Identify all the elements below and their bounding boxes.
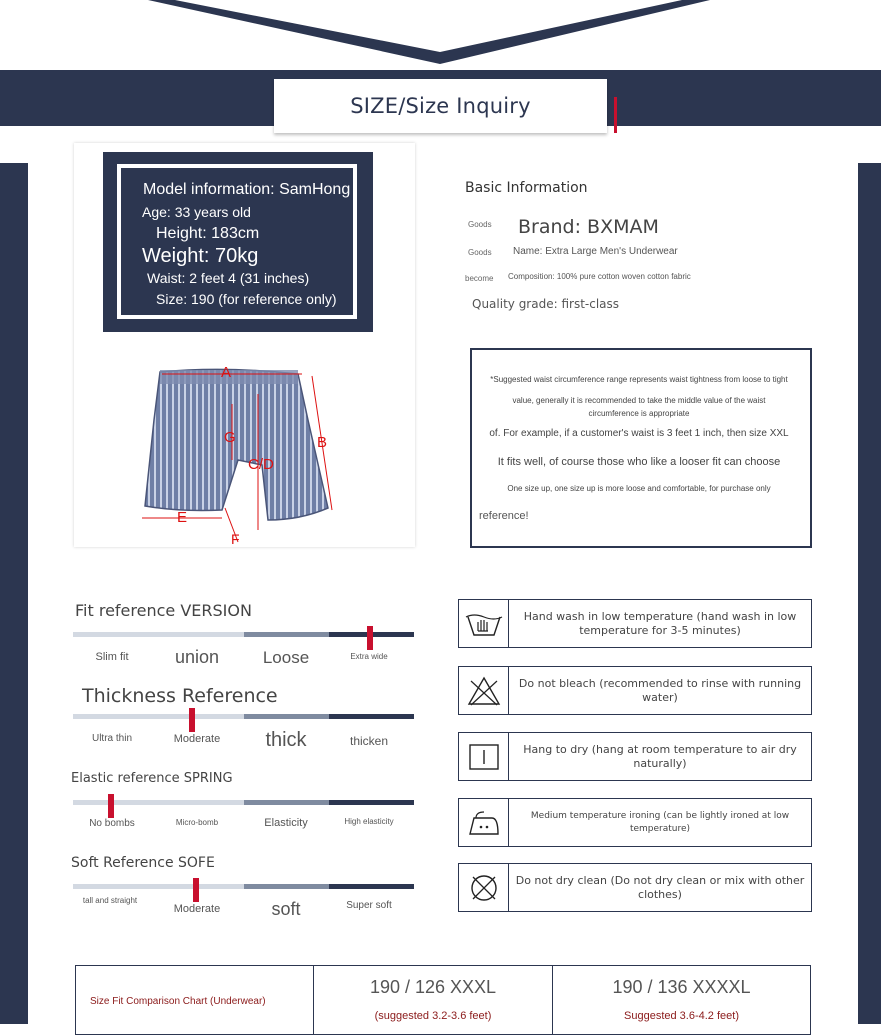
fit-scale-segment: [158, 632, 243, 637]
soft-scale-marker: [193, 878, 199, 902]
iron-medium-icon: [459, 799, 509, 846]
fit-option: Loose: [262, 648, 310, 667]
thickness-scale-segment: [158, 714, 243, 719]
fit-option: Slim fit: [95, 651, 129, 663]
care-row-no-bleach: [458, 666, 812, 715]
thickness-option: thick: [265, 729, 307, 751]
soft-scale-segment: [244, 884, 329, 889]
note-line: circumference is appropriate: [588, 409, 690, 418]
care-row-ironing: [458, 798, 812, 847]
care-row-hang-dry: [458, 732, 812, 781]
no-dry-clean-icon: [459, 864, 509, 911]
page-title: SIZE/Size Inquiry: [350, 94, 531, 118]
soft-scale-segment: [73, 884, 158, 889]
fit-scale-title: Fit reference VERSION: [75, 601, 252, 620]
hang-dry-icon: [459, 733, 509, 780]
size-column-suggest: Suggested 3.6-4.2 feet): [624, 1010, 739, 1022]
fit-scale-segment: [73, 632, 158, 637]
table-divider: [552, 965, 553, 1035]
name-text: Name: Extra Large Men's Underwear: [513, 246, 678, 257]
soft-option: Super soft: [346, 900, 392, 911]
soft-option: tall and straight: [82, 896, 138, 905]
care-text: Hand wash in low temperature (hand wash in low temperature for 3-5 minutes): [523, 609, 797, 637]
care-text: Medium temperature ironing (can be lightly ironed at low temperature): [530, 810, 790, 834]
elastic-option: Micro-bomb: [175, 818, 219, 827]
measure-label-e: E: [177, 509, 188, 526]
model-name: Model information: SamHong: [143, 181, 351, 198]
soft-scale-segment: [329, 884, 414, 889]
model-weight: Weight: 70kg: [142, 245, 259, 267]
soft-option: Moderate: [173, 903, 221, 915]
soft-scale-title: Soft Reference SOFE: [71, 855, 215, 871]
soft-option: soft: [271, 899, 301, 919]
elastic-scale-segment: [329, 800, 414, 805]
section-title-box: [274, 79, 607, 133]
basic-row-tag: become: [465, 274, 494, 283]
model-height: Height: 183cm: [156, 225, 260, 242]
elastic-scale-marker: [108, 794, 114, 818]
brand-text: Brand: BXMAM: [518, 216, 659, 238]
fit-scale-segment: [244, 632, 329, 637]
care-row-no-dry-clean: [458, 863, 812, 912]
care-row-hand-wash: [458, 599, 812, 648]
shorts-diagram: [130, 360, 350, 550]
note-line: value, generally it is recommended to take the middle value of the waist: [512, 396, 766, 405]
measure-label-f: F: [231, 531, 240, 547]
model-age: Age: 33 years old: [142, 204, 251, 220]
basic-row-tag: Goods: [468, 248, 492, 257]
elastic-option: Elasticity: [264, 817, 308, 829]
model-waist: Waist: 2 feet 4 (31 inches): [147, 270, 310, 286]
chevron-decoration: [0, 0, 881, 70]
thickness-scale-segment: [244, 714, 329, 719]
note-line: It fits well, of course those who like a looser fit can choose: [497, 456, 781, 468]
size-column-header: 190 / 126 XXXL: [369, 977, 497, 997]
care-text: Hang to dry (hang at room temperature to air dry naturally): [523, 742, 797, 770]
basic-row-tag: Goods: [468, 220, 492, 229]
fit-scale-marker: [367, 626, 373, 650]
left-side-band: [0, 163, 28, 1024]
soft-scale-segment: [158, 884, 243, 889]
size-table-heading: Size Fit Comparison Chart (Underwear): [90, 996, 266, 1007]
thickness-option: Moderate: [173, 733, 221, 745]
thickness-scale-segment: [73, 714, 158, 719]
title-accent-mark: [614, 97, 617, 133]
composition-text: Composition: 100% pure cotton woven cotton fabric: [508, 272, 691, 281]
elastic-option: High elasticity: [344, 817, 394, 826]
thickness-scale-title: Thickness Reference: [82, 685, 278, 707]
note-line: One size up, one size up is more loose and comfortable, for purchase only: [507, 484, 771, 493]
elastic-scale-segment: [158, 800, 243, 805]
measure-label-a: A: [221, 364, 232, 381]
right-side-band: [858, 163, 881, 1024]
table-divider: [313, 965, 314, 1035]
fit-option: Extra wide: [350, 652, 388, 661]
note-line: reference!: [479, 510, 529, 522]
thickness-scale-segment: [329, 714, 414, 719]
note-line: *Suggested waist circumference range represents waist tightness from loose to tight: [490, 375, 788, 384]
care-text: Do not dry clean (Do not dry clean or mix with other clothes): [515, 873, 805, 901]
elastic-option: No bombs: [89, 818, 135, 829]
elastic-scale-segment: [73, 800, 158, 805]
care-text: Do not bleach (recommended to rinse with running water): [518, 676, 802, 704]
basic-info-heading: Basic Information: [465, 180, 588, 196]
note-line: of. For example, if a customer's waist is 3 feet 1 inch, then size XXL: [489, 428, 789, 439]
measure-label-cd: C/D: [248, 456, 274, 473]
measure-label-g: G: [224, 429, 236, 446]
fit-option: union: [174, 647, 220, 667]
hand-wash-icon: [459, 600, 509, 647]
no-bleach-icon: [459, 667, 509, 714]
measure-label-b: B: [317, 434, 328, 451]
size-column-suggest: (suggested 3.2-3.6 feet): [374, 1010, 492, 1022]
elastic-scale-title: Elastic reference SPRING: [71, 771, 233, 786]
thickness-scale-marker: [189, 708, 195, 732]
model-size: Size: 190 (for reference only): [156, 291, 337, 307]
quality-grade: Quality grade: first-class: [472, 297, 620, 311]
thickness-option: thicken: [349, 734, 389, 748]
thickness-option: Ultra thin: [91, 733, 132, 744]
elastic-scale-segment: [244, 800, 329, 805]
size-column-header: 190 / 136 XXXXL: [612, 977, 751, 997]
